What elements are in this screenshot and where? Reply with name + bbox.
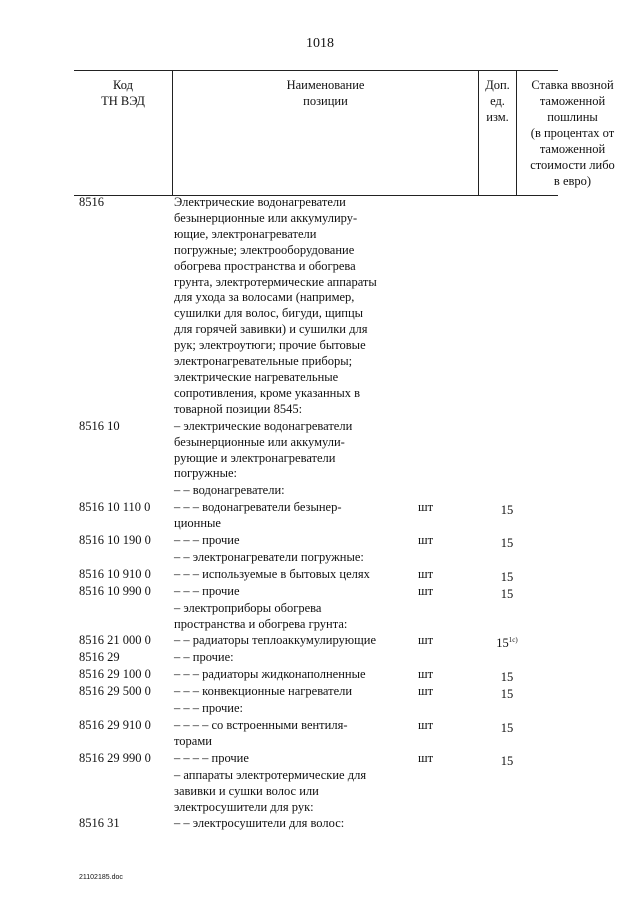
row-name-line: – – прочие: (174, 650, 234, 665)
row-name-line: – – радиаторы теплоаккумулирующие (174, 633, 377, 648)
row-name-line: товарной позиции 8545: (174, 401, 303, 416)
row-name-line: – – – – со встроенными вентиля- (174, 718, 348, 732)
row-name-line: сопротивления, кроме указанных в (174, 385, 361, 400)
row-name (174, 701, 412, 717)
row-name-line: – – – прочие (174, 533, 240, 548)
row-code: 8516 29 500 0 (79, 684, 151, 699)
header-unit-line: ед. (490, 94, 505, 108)
header-code-line: Код (113, 78, 133, 92)
table-row (0, 701, 640, 717)
header-duty-line: Ставка ввозной (531, 78, 614, 92)
header-code (74, 71, 172, 195)
row-unit: шт (418, 566, 434, 581)
row-duty (480, 718, 534, 737)
row-unit: шт (418, 750, 434, 765)
row-name-line: завивки и сушки волос или (174, 783, 319, 798)
table-header (74, 70, 615, 196)
table-row (0, 751, 640, 767)
row-code: 8516 21 000 0 (79, 633, 151, 648)
header-duty-line: (в процентах от (530, 126, 615, 140)
row-unit: шт (418, 633, 434, 648)
row-name-line: безынерционные или аккумулиру- (174, 210, 358, 225)
row-name (174, 816, 412, 832)
row-unit: шт (418, 500, 434, 515)
row-duty (480, 500, 534, 519)
row-name (174, 419, 412, 483)
row-name-line: – – – прочие: (174, 701, 243, 716)
row-name-line: ющие, электронагреватели (174, 226, 317, 241)
table-body (0, 195, 640, 832)
row-name (174, 601, 412, 633)
table-row (0, 195, 640, 418)
row-name-line: грунта, электротермические аппараты (174, 274, 377, 289)
row-name-line: – – – радиаторы жидконаполненные (174, 667, 366, 682)
row-name (174, 500, 412, 532)
row-name (174, 533, 412, 549)
row-name-line: – – водонагреватели: (174, 483, 285, 498)
page-number: 1018 (306, 36, 334, 51)
row-name-line: пространства и обогрева грунта: (174, 616, 348, 631)
row-name-line: электрические нагревательные (174, 369, 339, 384)
row-name (174, 195, 412, 418)
row-duty-value: 15 (500, 503, 514, 518)
row-code: 8516 10 (79, 418, 120, 433)
row-unit: шт (418, 583, 434, 598)
row-duty-value: 15 (500, 753, 514, 768)
table-row (0, 567, 640, 583)
row-name-line: – аппараты электротермические для (174, 767, 367, 782)
row-name-line: – – – – прочие (174, 750, 249, 765)
row-name (174, 751, 412, 767)
row-name-line: безынерционные или аккумули- (174, 434, 345, 449)
table-row (0, 718, 640, 750)
header-name (172, 71, 478, 195)
header-name-line: Наименование (286, 78, 365, 92)
footer-filename: 21102185.doc (79, 874, 123, 881)
row-name (174, 483, 412, 499)
row-unit: шт (418, 684, 434, 699)
row-name-line: – электрические водонагреватели (174, 418, 353, 433)
row-name (174, 650, 412, 666)
header-duty (516, 71, 628, 195)
row-name-line: ционные (174, 516, 221, 531)
row-code: 8516 (79, 195, 104, 209)
row-unit: шт (418, 533, 434, 548)
row-name-line: для ухода за волосами (например, (174, 290, 355, 305)
row-code: 8516 29 (79, 650, 120, 665)
row-name-line: – – электросушители для волос: (174, 816, 345, 831)
header-duty-line: пошлины (547, 110, 598, 124)
row-name-line: – – – используемые в бытовых целях (174, 566, 370, 581)
table-row (0, 533, 640, 549)
table-row (0, 500, 640, 532)
row-name-line: рующие и электронагреватели (174, 450, 336, 465)
row-code: 8516 10 190 0 (79, 533, 151, 548)
row-duty-value: 15 (500, 570, 514, 584)
row-name-line: обогрева пространства и обогрева (174, 258, 356, 273)
row-duty-value: 15 (500, 721, 514, 736)
header-unit-line: Доп. (485, 78, 510, 92)
row-code: 8516 29 910 0 (79, 718, 151, 732)
table-row (0, 684, 640, 700)
row-duty-value: 15 (500, 536, 514, 551)
row-name (174, 718, 412, 750)
row-name (174, 550, 412, 566)
row-code: 8516 31 (79, 816, 120, 831)
row-unit: шт (418, 718, 434, 732)
row-code: 8516 10 910 0 (79, 566, 151, 581)
header-unit (478, 71, 516, 195)
header-name-line: позиции (303, 94, 348, 108)
row-unit: шт (418, 667, 434, 682)
header-code-line: ТН ВЭД (101, 94, 145, 108)
table-row (0, 816, 640, 832)
row-duty-value: 15 (500, 687, 514, 702)
row-name-line: погружные; электрооборудование (174, 242, 355, 257)
row-code: 8516 29 990 0 (79, 750, 151, 765)
table-row (0, 633, 640, 649)
row-name (174, 684, 412, 700)
table-row (0, 584, 640, 600)
row-name-line: погружные: (174, 466, 237, 481)
row-name-line: – – – водонагреватели безынер- (174, 500, 342, 515)
row-name (174, 667, 412, 683)
row-code: 8516 10 110 0 (79, 500, 151, 515)
row-code: 8516 29 100 0 (79, 667, 151, 682)
row-name-line: – – электронагреватели погружные: (174, 549, 364, 564)
row-name-line: электросушители для рук: (174, 799, 314, 814)
row-duty-footnote: 1с) (508, 636, 518, 645)
row-name (174, 567, 412, 583)
row-duty-value: 15 (500, 670, 514, 685)
table-row (0, 550, 640, 566)
table-row (0, 667, 640, 683)
row-name-line: Электрические водонагреватели (174, 195, 346, 209)
header-duty-line: таможенной (539, 142, 606, 156)
row-name (174, 584, 412, 600)
row-name (174, 768, 412, 816)
row-name (174, 633, 412, 649)
row-name-line: для горячей завивки) и сушилки для (174, 322, 368, 337)
row-code: 8516 10 990 0 (79, 583, 151, 598)
header-duty-line: стоимости либо (530, 158, 615, 172)
row-name-line: торами (174, 733, 212, 748)
header-unit-line: изм. (486, 110, 509, 124)
row-duty-value: 15 (500, 586, 514, 601)
row-name-line: – – – конвекционные нагреватели (174, 684, 353, 699)
table-row (0, 419, 640, 483)
header-duty-line: в евро) (553, 174, 592, 188)
row-name-line: сушилки для волос, бигуди, щипцы (174, 306, 364, 321)
table-row (0, 650, 640, 666)
table-row (0, 483, 640, 499)
table-row (0, 601, 640, 633)
row-name-line: рук; электроутюги; прочие бытовые (174, 338, 366, 353)
row-name-line: – – – прочие (174, 583, 240, 598)
header-duty-line: таможенной (539, 94, 606, 108)
row-duty-value: 15 (496, 636, 509, 651)
table-row (0, 768, 640, 816)
row-name-line: электронагревательные приборы; (174, 354, 353, 369)
row-name-line: – электроприборы обогрева (174, 600, 322, 615)
